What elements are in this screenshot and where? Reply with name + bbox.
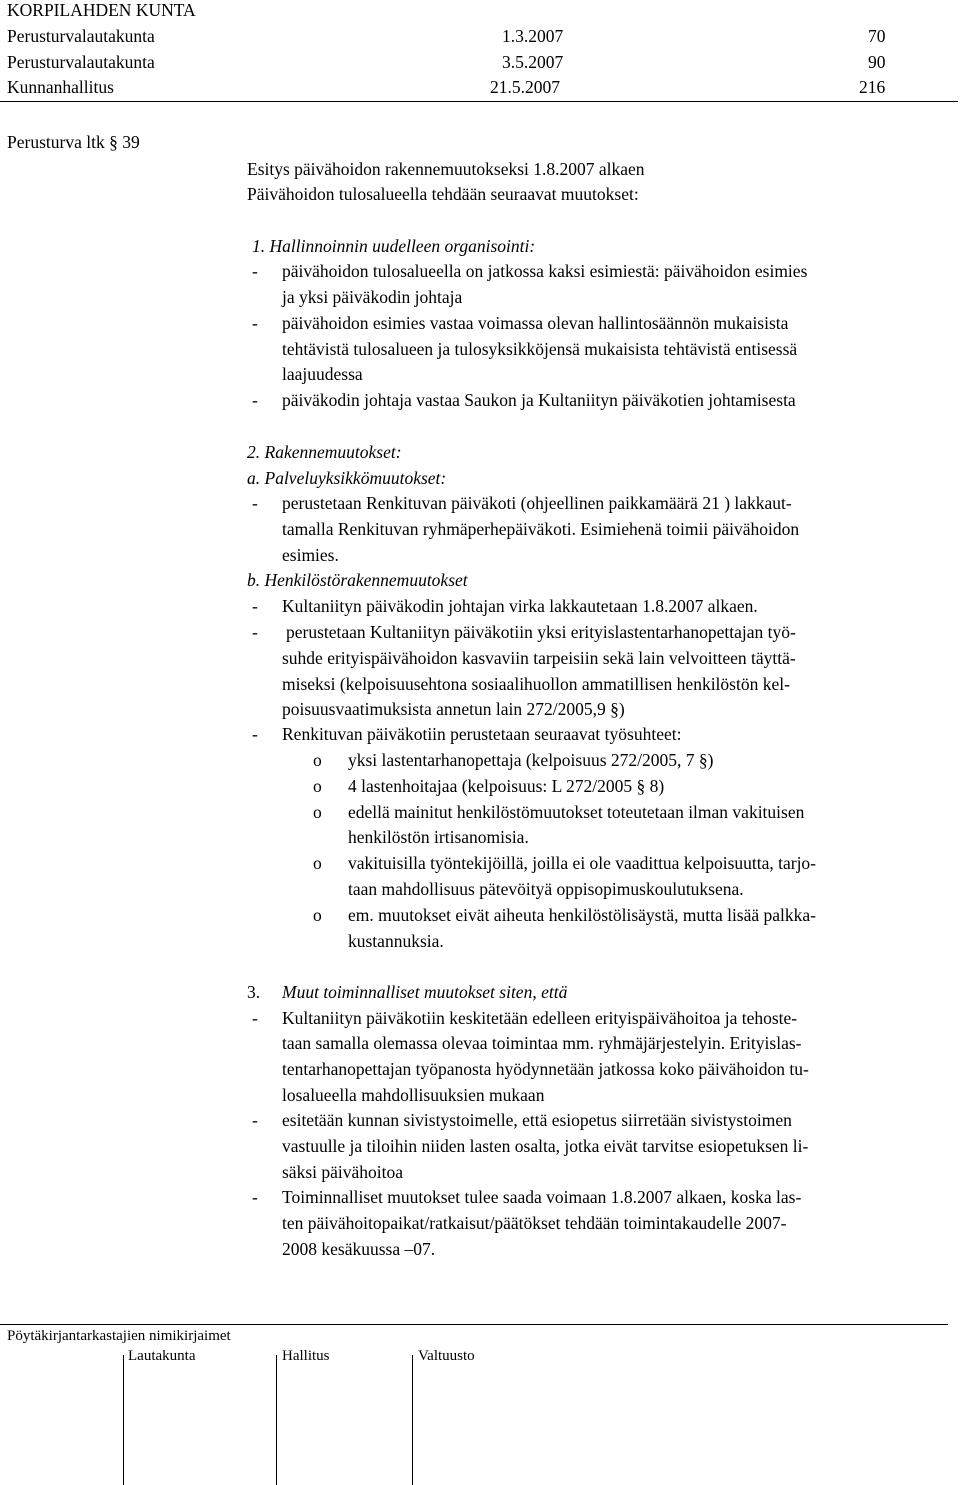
footer-column-line — [412, 1355, 413, 1485]
s3-c1-line1: Kultaniityn päiväkotiin keskitetään edelleen erityispäivähoitoa ja tehoste- — [282, 1008, 798, 1028]
header-row-1-num: 70 — [868, 26, 886, 46]
header-row-1-date: 1.3.2007 — [502, 26, 564, 46]
footer-label: Pöytäkirjantarkastajien nimikirjaimet — [7, 1328, 231, 1344]
bullet-dash: - — [252, 622, 258, 642]
footer-col-lautakunta: Lautakunta — [128, 1348, 196, 1364]
org-name: KORPILAHDEN KUNTA — [7, 0, 196, 20]
bullet-dash: - — [252, 313, 258, 333]
section-2a-title: a. Palveluyksikkömuutokset: — [247, 468, 447, 488]
bullet-dash: - — [252, 596, 258, 616]
s2-b2-line2: suhde erityispäivähoidon kasvaviin tarpeisiin sekä lain velvoitteen täyttä- — [282, 648, 796, 668]
s3-c2-line2: vastuulle ja tiloihin niiden lasten osalta, jotka eivät tarvitse esiopetuksen li- — [282, 1136, 809, 1156]
s3-c3-line2: ten päivähoitopaikat/ratkaisut/päätökset tehdään toimintakaudelle 2007- — [282, 1213, 787, 1233]
s1-b1-line2: ja yksi päiväkodin johtaja — [282, 287, 463, 307]
footer-col-hallitus: Hallitus — [282, 1348, 330, 1364]
s2-o4-line1: vakituisilla työntekijöillä, joilla ei ole vaadittua kelpoisuutta, tarjo- — [348, 853, 817, 873]
bullet-o: o — [313, 905, 322, 925]
header-row-2-date: 3.5.2007 — [502, 52, 564, 72]
section-2-title: 2. Rakennemuutokset: — [247, 442, 402, 462]
section-label: Perusturva ltk § 39 — [7, 132, 140, 152]
bullet-o: o — [313, 853, 322, 873]
bullet-dash: - — [252, 1110, 258, 1130]
s1-b2-line2: tehtävistä tulosalueen ja tulosyksikköjensä mukaisista tehtävistä entisessä — [282, 339, 798, 359]
s3-c1-line3: tentarhanopettajan työpanosta hyödynnetään jatkossa koko päivähoidon tu- — [282, 1059, 809, 1079]
bullet-dash: - — [252, 390, 258, 410]
s3-c2-line1: esitetään kunnan sivistystoimelle, että esiopetus siirretään sivistystoimen — [282, 1110, 792, 1130]
s2-a1-line3: esimies. — [282, 545, 339, 565]
s2-b2-line3: miseksi (kelpoisuusehtona sosiaalihuollon ammatillisen henkilöstön kel- — [282, 674, 790, 694]
s1-b1-line1: päivähoidon tulosalueella on jatkossa kaksi esimiestä: päivähoidon esimies — [282, 261, 808, 281]
s2-o2: 4 lastenhoitajaa (kelpoisuus: L 272/2005 § 8) — [348, 776, 665, 796]
intro-line-1: Esitys päivähoidon rakennemuutokseksi 1.8.2007 alkaen — [247, 159, 645, 179]
bullet-dash: - — [252, 1008, 258, 1028]
s2-a1-line1: perustetaan Renkituvan päiväkoti (ohjeellinen paikkamäärä 21 ) lakkaut- — [282, 493, 792, 513]
header-row-2-num: 90 — [868, 52, 886, 72]
s2-o1: yksi lastentarhanopettaja (kelpoisuus 272/2005, 7 §) — [348, 750, 714, 770]
s2-o3-line1: edellä mainitut henkilöstömuutokset toteutetaan ilman vakituisen — [348, 802, 805, 822]
s2-o5-line2: kustannuksia. — [348, 931, 444, 951]
s3-c1-line2: taan samalla olemassa olevaa toimintaa mm. ryhmäjärjestelyin. Erityislas- — [282, 1033, 802, 1053]
s1-b2-line3: laajuudessa — [282, 364, 363, 384]
header-row-3-date: 21.5.2007 — [490, 77, 560, 97]
s1-b2-line1: päivähoidon esimies vastaa voimassa olevan hallintosäännön mukaisista — [282, 313, 789, 333]
s2-b2-line4: poisuusvaatimuksista annetun lain 272/2005,9 §) — [282, 699, 625, 719]
intro-line-2: Päivähoidon tulosalueella tehdään seuraavat muutokset: — [247, 184, 639, 204]
s2-o3-line2: henkilöstön irtisanomisia. — [348, 827, 529, 847]
header-row-2-body: Perusturvalautakunta — [7, 52, 155, 72]
header-row-3-body: Kunnanhallitus — [7, 77, 114, 97]
section-1-title: 1. Hallinnoinnin uudelleen organisointi: — [252, 236, 536, 256]
s1-b3-line1: päiväkodin johtaja vastaa Saukon ja Kultaniityn päiväkotien johtamisesta — [282, 390, 796, 410]
s2-a1-line2: tamalla Renkituvan ryhmäperhepäiväkoti. Esimiehenä toimii päivähoidon — [282, 519, 800, 539]
bullet-o: o — [313, 802, 322, 822]
bullet-o: o — [313, 750, 322, 770]
bullet-dash: - — [252, 724, 258, 744]
bullet-o: o — [313, 776, 322, 796]
bullet-dash: - — [252, 1187, 258, 1207]
header-divider — [0, 101, 958, 102]
s2-o5-line1: em. muutokset eivät aiheuta henkilöstölisäystä, mutta lisää palkka- — [348, 905, 817, 925]
s3-c2-line3: säksi päivähoitoa — [282, 1162, 404, 1182]
s3-c3-line3: 2008 kesäkuussa –07. — [282, 1239, 436, 1259]
header-row-3-num: 216 — [859, 77, 886, 97]
header-row-1-body: Perusturvalautakunta — [7, 26, 155, 46]
s2-b1-line1: Kultaniityn päiväkodin johtajan virka lakkautetaan 1.8.2007 alkaen. — [282, 596, 758, 616]
section-3-number: 3. — [247, 982, 261, 1002]
s2-b2-line1: perustetaan Kultaniityn päiväkotiin yksi erityislastentarhanopettajan työ- — [286, 622, 796, 642]
s2-o4-line2: taan mahdollisuus pätevöityä oppisopimuskoulutuksena. — [348, 879, 744, 899]
footer-column-line — [276, 1355, 277, 1485]
s3-c1-line4: losalueella mahdollisuuksien mukaan — [282, 1085, 545, 1105]
s2-b3-line1: Renkituvan päiväkotiin perustetaan seuraavat työsuhteet: — [282, 724, 682, 744]
section-2b-title: b. Henkilöstörakennemuutokset — [247, 570, 468, 590]
footer-column-line — [123, 1355, 124, 1485]
bullet-dash: - — [252, 261, 258, 281]
footer-divider — [0, 1324, 948, 1325]
section-3-title: Muut toiminnalliset muutokset siten, että — [282, 982, 568, 1002]
s3-c3-line1: Toiminnalliset muutokset tulee saada voimaan 1.8.2007 alkaen, koska las- — [282, 1187, 802, 1207]
footer-col-valtuusto: Valtuusto — [418, 1348, 475, 1364]
bullet-dash: - — [252, 493, 258, 513]
